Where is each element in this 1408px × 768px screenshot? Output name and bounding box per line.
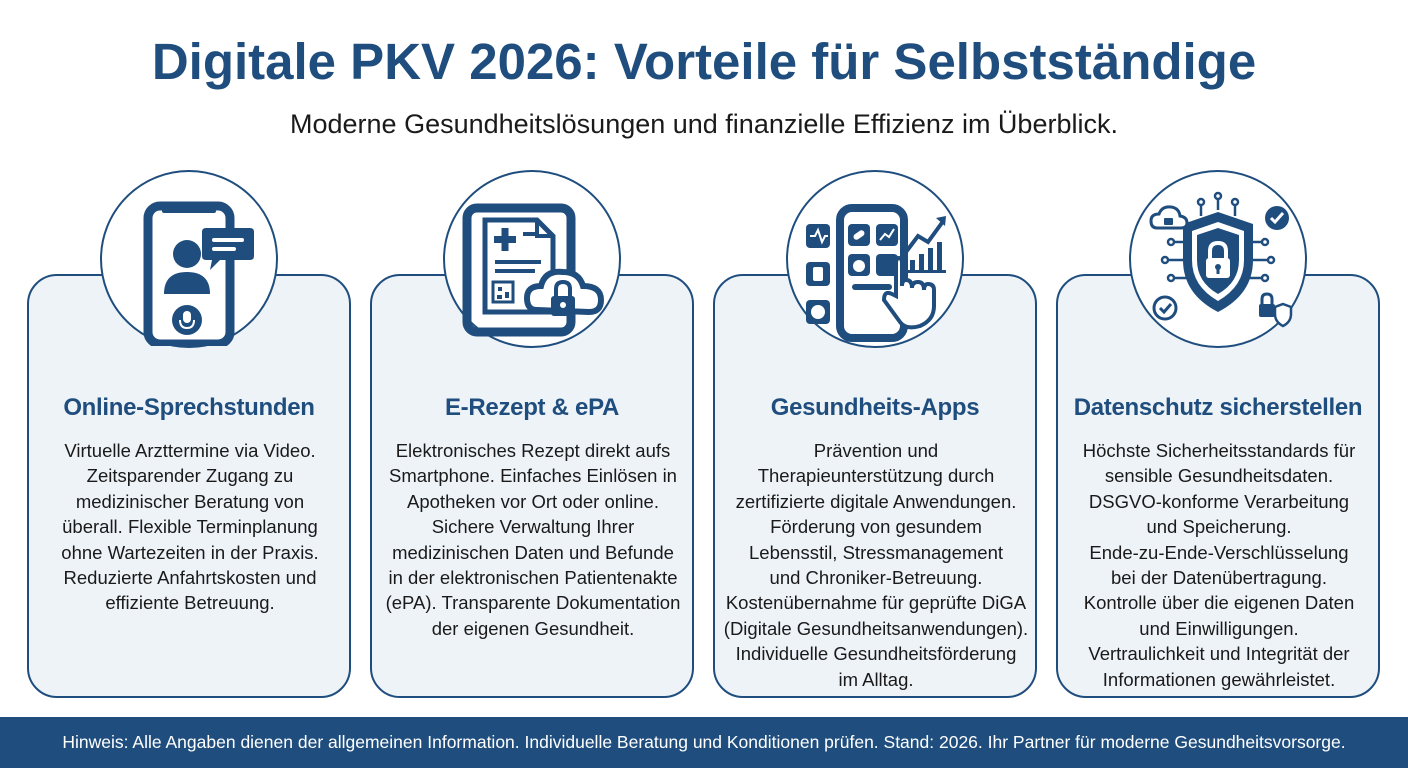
card-description bbox=[1064, 438, 1374, 692]
card-line: medizinischen Daten und Befunde bbox=[392, 541, 674, 563]
card-line: der eigenen Gesundheit. bbox=[431, 617, 635, 639]
tablet-prescription-cloud-lock-icon bbox=[443, 170, 621, 348]
card-line: Ende-zu-Ende-Verschlüsselung bbox=[1089, 541, 1349, 563]
card-line: im Alltag. bbox=[838, 668, 914, 690]
footer-disclaimer: Hinweis: Alle Angaben dienen der allgemeinen Information. Individuelle Beratung und Konditionen prüfen. Stand: 2026. Ihr Partner für moderne Gesundheitsvorsorge. bbox=[0, 717, 1408, 768]
card-line: Lebensstil, Stressmanagement bbox=[749, 541, 1003, 563]
card-line: Virtuelle Arzttermine via Video. bbox=[64, 440, 316, 461]
card-line: Sichere Verwaltung Ihrer bbox=[431, 516, 635, 538]
card-title: E-Rezept & ePA bbox=[444, 394, 620, 421]
card-description bbox=[721, 438, 1031, 692]
card-line: Prävention und bbox=[813, 440, 939, 461]
card-line: Höchste Sicherheitsstandards für bbox=[1082, 440, 1356, 461]
card-line: (Digitale Gesundheitsanwendungen). bbox=[723, 617, 1029, 639]
card-line: sensible Gesundheitsdaten. bbox=[1104, 465, 1334, 487]
card-line: Kontrolle über die eigenen Daten bbox=[1083, 592, 1355, 614]
card-line: Reduzierte Anfahrtskosten und bbox=[63, 567, 317, 589]
card-line: Vertraulichkeit und Integrität der bbox=[1088, 643, 1350, 665]
card-line: und Einwilligungen. bbox=[1139, 617, 1299, 639]
card-line: (ePA). Transparente Dokumentation bbox=[385, 592, 681, 614]
shield-lock-circuit-icon bbox=[1129, 170, 1307, 348]
card-title: Gesundheits-Apps bbox=[770, 394, 980, 421]
card-line: und Speicherung. bbox=[1146, 516, 1292, 538]
card-title: Online-Sprechstunden bbox=[63, 394, 315, 421]
page-subtitle: Moderne Gesundheitslösungen und finanzielle Effizienz im Überblick. bbox=[290, 109, 1118, 139]
card-line: effiziente Betreuung. bbox=[105, 592, 275, 614]
card-line: überall. Flexible Terminplanung bbox=[62, 516, 318, 538]
card-line: zertifizierte digitale Anwendungen. bbox=[735, 490, 1017, 512]
smartphone-health-apps-icon bbox=[786, 170, 964, 348]
card-description bbox=[35, 438, 345, 616]
card-description bbox=[378, 438, 688, 641]
card-title: Datenschutz sicherstellen bbox=[1073, 394, 1363, 421]
page-title: Digitale PKV 2026: Vorteile für Selbstständige bbox=[151, 33, 1257, 90]
card-line: Therapieunterstützung durch bbox=[757, 465, 995, 487]
card-line: medizinischer Beratung von bbox=[75, 490, 305, 512]
card-line: und Chroniker-Betreuung. bbox=[769, 567, 983, 589]
card-line: bei der Datenübertragung. bbox=[1111, 567, 1327, 589]
card-line: Individuelle Gesundheitsförderung bbox=[735, 643, 1017, 665]
smartphone-video-consultation-icon bbox=[100, 170, 278, 348]
card-line: Zeitsparender Zugang zu bbox=[86, 465, 294, 487]
card-line: Smartphone. Einfaches Einlösen in bbox=[389, 465, 677, 487]
card-line: Kostenübernahme für geprüfte DiGA bbox=[725, 592, 1027, 614]
card-line: Apotheken vor Ort oder online. bbox=[407, 490, 659, 512]
card-line: in der elektronischen Patientenakte bbox=[388, 567, 678, 589]
card-line: Informationen gewährleistet. bbox=[1102, 668, 1336, 690]
card-line: Elektronisches Rezept direkt aufs bbox=[395, 440, 671, 461]
card-line: ohne Wartezeiten in der Praxis. bbox=[61, 541, 319, 563]
card-line: DSGVO-konforme Verarbeitung bbox=[1088, 490, 1350, 512]
card-line: Förderung von gesundem bbox=[770, 516, 982, 538]
